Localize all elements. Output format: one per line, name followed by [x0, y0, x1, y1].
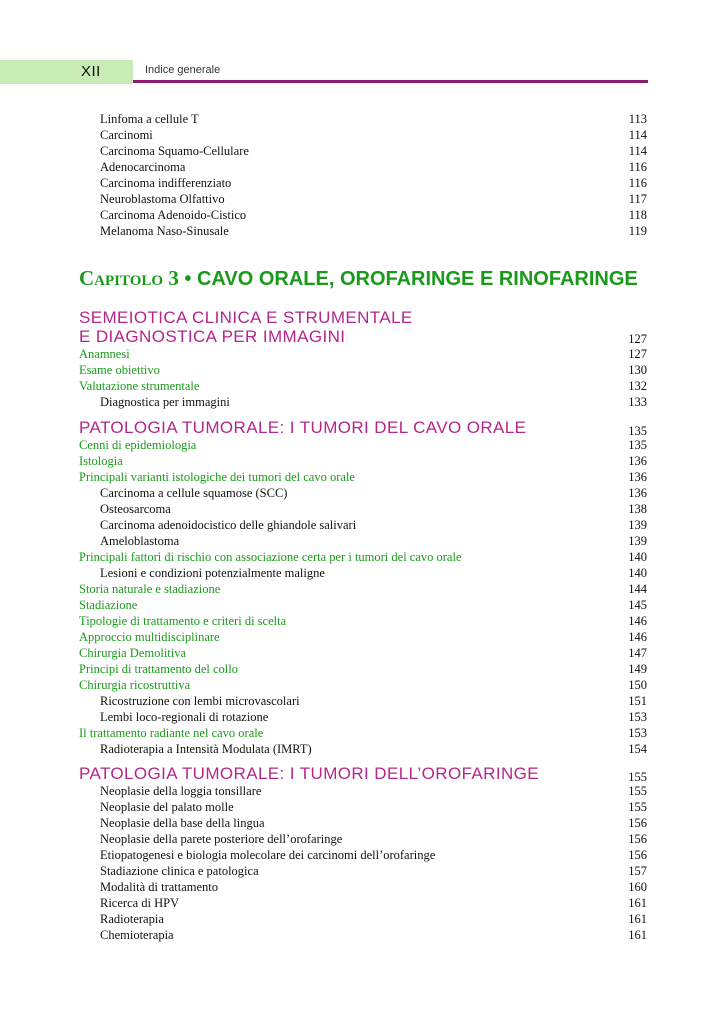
- toc-entry[interactable]: [79, 223, 647, 239]
- toc-entry[interactable]: [79, 629, 647, 645]
- part-heading-text: PATOLOGIA TUMORALE: I TUMORI DEL CAVO ORALE: [79, 418, 527, 437]
- toc-entry-page: 114: [628, 128, 647, 142]
- toc-entry[interactable]: [79, 469, 647, 485]
- toc-entry-page: 151: [628, 694, 647, 708]
- toc-entry-title: Cenni di epidemiologia: [79, 438, 197, 452]
- part-heading-page: 127: [628, 332, 647, 346]
- toc-entry-page: 113: [628, 112, 647, 126]
- chapter-bullet: •: [184, 268, 192, 290]
- toc-entry-title: Radioterapia: [100, 912, 164, 926]
- toc-entry-title: Il trattamento radiante nel cavo orale: [79, 726, 264, 740]
- toc-entry-page: 140: [628, 550, 647, 564]
- toc-entry-title: Istologia: [79, 454, 123, 468]
- toc-entry-title: Carcinoma adenoidocistico delle ghiandole salivari: [100, 518, 357, 532]
- part-heading-text: E DIAGNOSTICA PER IMMAGINI: [79, 327, 346, 346]
- toc-entry-title: Etiopatogenesi e biologia molecolare dei carcinomi dell’orofaringe: [100, 848, 436, 862]
- page-number: XII: [81, 63, 101, 80]
- toc-entry[interactable]: [79, 911, 647, 927]
- chapter-label: Capitolo 3: [79, 266, 179, 290]
- toc-entry-page: 161: [628, 912, 647, 926]
- chapter-title: CAVO ORALE, OROFARINGE E RINOFARINGE: [196, 268, 638, 290]
- part-heading: [79, 418, 647, 437]
- header-rule: [133, 80, 648, 83]
- part-heading-line1: SEMEIOTICA CLINICA E STRUMENTALE: [79, 308, 413, 327]
- toc-entry-page: 156: [628, 848, 647, 862]
- toc-entry-page: 117: [628, 192, 647, 206]
- toc-entry-title: Neuroblastoma Olfattivo: [100, 192, 225, 206]
- toc-entry-title: Adenocarcinoma: [100, 160, 186, 174]
- toc-entry-page: 135: [628, 438, 647, 452]
- toc-entry[interactable]: [79, 783, 647, 799]
- running-header-title: Indice generale: [145, 64, 221, 76]
- toc-entry-page: 147: [628, 646, 647, 660]
- toc-entry-title: Stadiazione: [79, 598, 138, 612]
- toc-entry-title: Neoplasie del palato molle: [100, 800, 234, 814]
- toc-entry-page: 144: [628, 582, 647, 596]
- toc-entry[interactable]: [79, 159, 647, 175]
- toc-entry-page: 156: [628, 816, 647, 830]
- toc-entry-title: Principi di trattamento del collo: [79, 662, 238, 676]
- toc-entry-title: Stadiazione clinica e patologica: [100, 864, 259, 878]
- toc-entry-page: 136: [628, 470, 647, 484]
- toc-entry-page: 155: [628, 800, 647, 814]
- toc-entry-title: Carcinoma Adenoido-Cistico: [100, 208, 247, 222]
- toc-entry-page: 139: [628, 534, 647, 548]
- toc-entry-page: 160: [628, 880, 647, 894]
- toc-entry[interactable]: [79, 863, 647, 879]
- part-heading: [79, 764, 647, 783]
- toc-entry-page: 155: [628, 784, 647, 798]
- toc-entry[interactable]: [79, 831, 647, 847]
- toc-entry-title: Neoplasie della parete posteriore dell’orofaringe: [100, 832, 343, 846]
- toc-entry-page: 146: [628, 630, 647, 644]
- toc-entry-page: 140: [628, 566, 647, 580]
- part-heading-page: 135: [628, 424, 647, 438]
- toc-entry[interactable]: [79, 613, 647, 629]
- part-heading-text: PATOLOGIA TUMORALE: I TUMORI DELL’OROFARINGE: [79, 764, 540, 783]
- toc-entry[interactable]: [79, 485, 647, 501]
- toc-entry[interactable]: [79, 725, 647, 741]
- toc-entry[interactable]: [79, 143, 647, 159]
- toc-entry[interactable]: [79, 549, 647, 565]
- toc-entry-page: 114: [628, 144, 647, 158]
- toc-entry[interactable]: [79, 565, 647, 581]
- toc-entry[interactable]: [79, 895, 647, 911]
- toc-entry[interactable]: [79, 346, 647, 362]
- toc-entry[interactable]: [79, 677, 647, 693]
- toc-entry-title: Principali varianti istologiche dei tumori del cavo orale: [79, 470, 355, 484]
- toc-entry-page: 119: [628, 224, 647, 238]
- toc-entry-page: 136: [628, 454, 647, 468]
- chapter-heading: [79, 264, 647, 293]
- toc-entry[interactable]: [79, 533, 647, 549]
- toc-entry-title: Storia naturale e stadiazione: [79, 582, 221, 596]
- toc-entry[interactable]: [79, 799, 647, 815]
- toc-entry-title: Anamnesi: [79, 347, 130, 361]
- toc-entry-page: 161: [628, 896, 647, 910]
- toc-entry-page: 116: [628, 160, 647, 174]
- toc-entry[interactable]: [79, 207, 647, 223]
- toc-entry-page: 118: [628, 208, 647, 222]
- toc-entry[interactable]: [79, 191, 647, 207]
- toc-entry-page: 150: [628, 678, 647, 692]
- toc-entry-page: 146: [628, 614, 647, 628]
- toc-entry[interactable]: [79, 741, 647, 757]
- toc-entry-page: 161: [628, 928, 647, 942]
- toc-entry[interactable]: [79, 437, 647, 453]
- toc-entry-page: 136: [628, 486, 647, 500]
- toc-entry-page: 156: [628, 832, 647, 846]
- toc-entry-title: Carcinoma indifferenziato: [100, 176, 232, 190]
- toc-entry-title: Chirurgia Demolitiva: [79, 646, 187, 660]
- toc-entry[interactable]: [79, 645, 647, 661]
- toc-entry[interactable]: [79, 394, 647, 410]
- toc-entry-title: Ricostruzione con lembi microvascolari: [100, 694, 300, 708]
- toc-entry-title: Ameloblastoma: [100, 534, 180, 548]
- toc-entry[interactable]: [79, 661, 647, 677]
- toc-entry[interactable]: [79, 517, 647, 533]
- toc-entry-title: Neoplasie della base della lingua: [100, 816, 265, 830]
- toc-entry-title: Chirurgia ricostruttiva: [79, 678, 191, 692]
- toc-entry-page: 139: [628, 518, 647, 532]
- header-band: [0, 60, 133, 84]
- toc-entry[interactable]: [79, 597, 647, 613]
- toc-entry[interactable]: [79, 879, 647, 895]
- toc-entry-title: Osteosarcoma: [100, 502, 171, 516]
- toc-entry-title: Carcinoma a cellule squamose (SCC): [100, 486, 288, 500]
- toc-entry[interactable]: [79, 815, 647, 831]
- toc-entry-page: 145: [628, 598, 647, 612]
- toc-entry-title: Tipologie di trattamento e criteri di scelta: [79, 614, 287, 628]
- toc-entry-title: Neoplasie della loggia tonsillare: [100, 784, 262, 798]
- toc-entry-page: 127: [628, 347, 647, 361]
- toc-entry[interactable]: [79, 501, 647, 517]
- toc-entry-title: Carcinoma Squamo-Cellulare: [100, 144, 249, 158]
- toc-entry-title: Modalità di trattamento: [100, 880, 219, 894]
- toc-entry-page: 153: [628, 710, 647, 724]
- toc-entry[interactable]: [79, 111, 647, 127]
- toc-entry-title: Linfoma a cellule T: [100, 112, 199, 126]
- toc-entry-title: Carcinomi: [100, 128, 153, 142]
- toc-entry-title: Principali fattori di rischio con associazione certa per i tumori del cavo orale: [79, 550, 462, 564]
- toc-entry-title: Radioterapia a Intensità Modulata (IMRT): [100, 742, 312, 756]
- toc-entry-title: Lesioni e condizioni potenzialmente maligne: [100, 566, 325, 580]
- toc-entry-page: 138: [628, 502, 647, 516]
- toc-entry-title: Esame obiettivo: [79, 363, 160, 377]
- toc-entry[interactable]: [79, 693, 647, 709]
- toc-entry-title: Approccio multidisciplinare: [79, 630, 220, 644]
- part-heading-line2: [79, 327, 647, 346]
- toc-entry[interactable]: [79, 709, 647, 725]
- toc-entry-page: 116: [628, 176, 647, 190]
- toc-entry[interactable]: [79, 453, 647, 469]
- toc-entry-page: 153: [628, 726, 647, 740]
- part-heading-page: 155: [628, 770, 647, 784]
- toc-entry-title: Melanoma Naso-Sinusale: [100, 224, 229, 238]
- toc-entry-title: Valutazione strumentale: [79, 379, 200, 393]
- toc-entry-title: Lembi loco-regionali di rotazione: [100, 710, 269, 724]
- toc-entry-page: 130: [628, 363, 647, 377]
- toc-entry[interactable]: [79, 127, 647, 143]
- toc-entry[interactable]: [79, 847, 647, 863]
- toc-entry-page: 133: [628, 395, 647, 409]
- toc-entry-title: Chemioterapia: [100, 928, 174, 942]
- toc-entry-page: 132: [628, 379, 647, 393]
- toc-entry-page: 149: [628, 662, 647, 676]
- toc-entry[interactable]: [79, 927, 647, 943]
- toc-entry-title: Diagnostica per immagini: [100, 395, 230, 409]
- toc-entry[interactable]: [79, 175, 647, 191]
- toc-entry[interactable]: [79, 378, 647, 394]
- toc-entry-page: 157: [628, 864, 647, 878]
- toc-entry[interactable]: [79, 362, 647, 378]
- toc-entry-title: Ricerca di HPV: [100, 896, 180, 910]
- toc-entry-page: 154: [628, 742, 647, 756]
- toc-entry[interactable]: [79, 581, 647, 597]
